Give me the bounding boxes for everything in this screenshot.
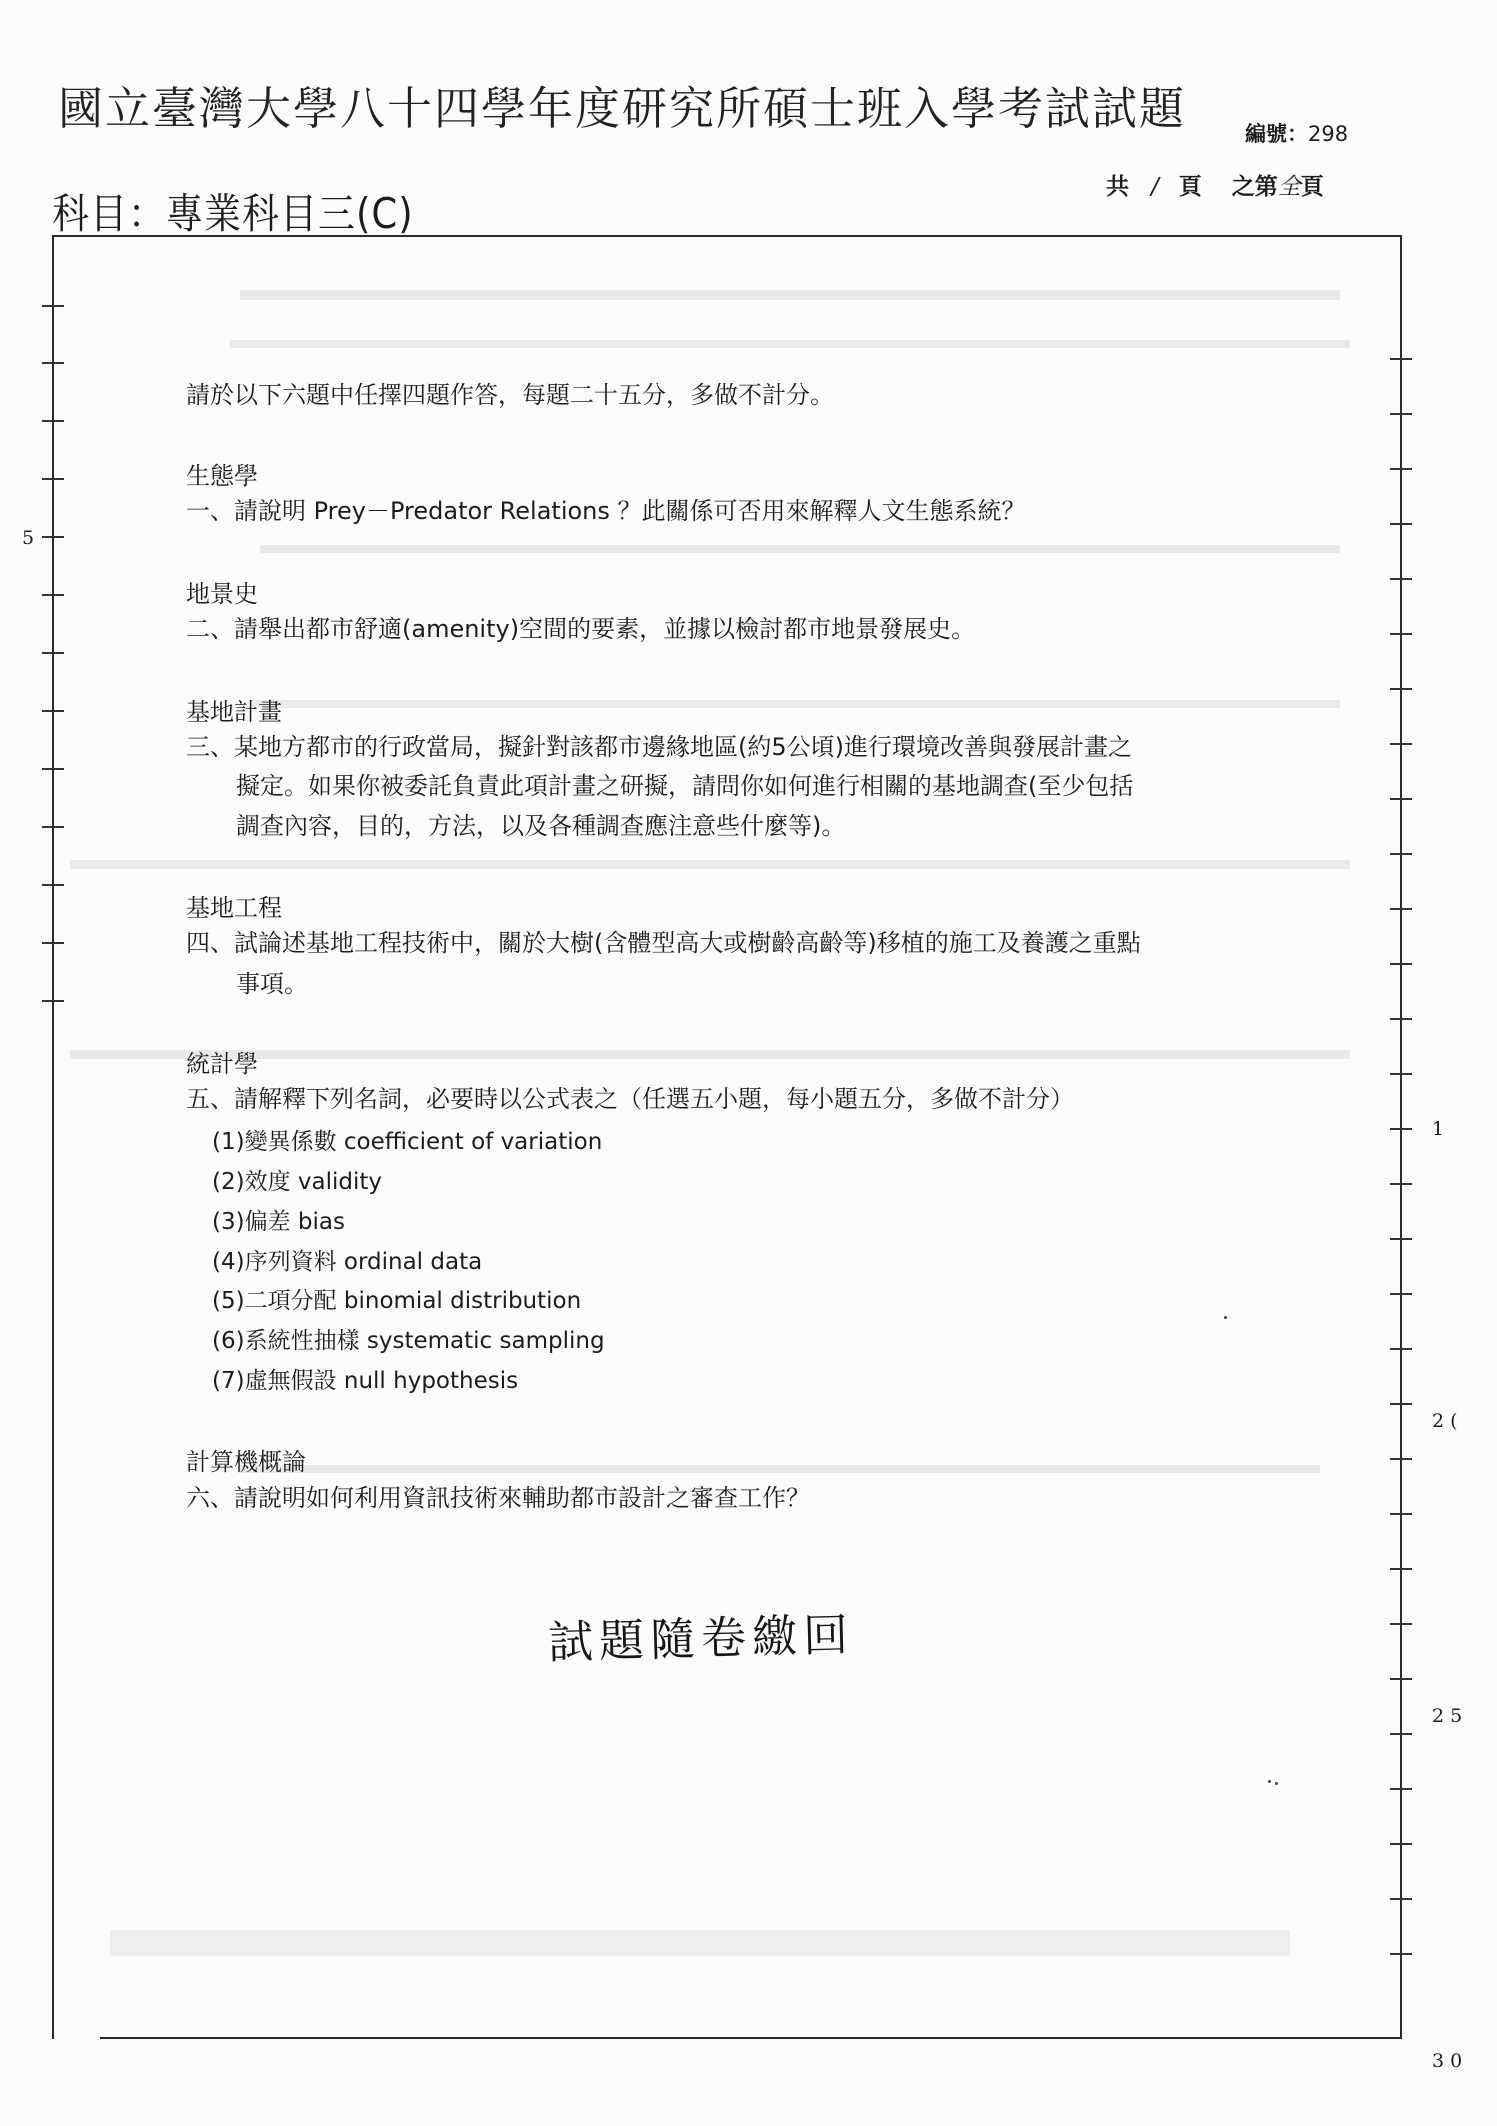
term-item: (6)系統性抽樣 systematic sampling — [212, 1328, 605, 1354]
section-heading: 基地計畫 — [186, 698, 282, 726]
section-heading: 計算機概論 — [186, 1448, 306, 1476]
term-item: (3)偏差 bias — [212, 1209, 345, 1235]
return-exam-stamp: 試題隨卷繳回 — [547, 1608, 855, 1669]
margin-tick — [1390, 523, 1412, 525]
instructions: 請於以下六題中任擇四題作答，每題二十五分，多做不計分。 — [186, 381, 834, 409]
frame-bottom-line — [100, 2037, 1400, 2039]
margin-tick — [1390, 1183, 1412, 1185]
margin-tick — [1390, 1568, 1412, 1570]
margin-tick — [1390, 963, 1412, 965]
speck — [1224, 1316, 1227, 1319]
margin-tick — [1390, 743, 1412, 745]
margin-tick — [1390, 853, 1412, 855]
margin-tick — [1390, 1128, 1412, 1130]
margin-tick — [42, 942, 64, 944]
section-heading: 基地工程 — [186, 894, 282, 922]
question-3-continued: 擬定。如果你被委託負責此項計畫之研擬，請問你如何進行相關的基地調查(至少包括 — [236, 772, 1134, 800]
term-item: (5)二項分配 binomial distribution — [212, 1288, 582, 1314]
question-3-continued: 調查內容，目的，方法，以及各種調查應注意些什麼等)。 — [236, 812, 846, 840]
margin-tick — [1390, 1238, 1412, 1240]
line-number: 2 5 — [1432, 1705, 1463, 1727]
margin-tick — [1390, 633, 1412, 635]
line-number: 2 ( — [1432, 1410, 1458, 1432]
line-number: 3 0 — [1432, 2050, 1463, 2072]
margin-tick — [1390, 1513, 1412, 1515]
margin-tick — [42, 536, 64, 538]
margin-tick — [42, 478, 64, 480]
page-total-prefix: 共 — [1106, 174, 1129, 200]
section-heading: 統計學 — [186, 1050, 258, 1078]
margin-tick — [1390, 1403, 1412, 1405]
margin-tick — [42, 710, 64, 712]
margin-tick — [1390, 1733, 1412, 1735]
question-5: 五、請解釋下列名詞，必要時以公式表之（任選五小題，每小題五分，多做不計分） — [186, 1085, 1074, 1113]
margin-tick — [1390, 1678, 1412, 1680]
margin-tick — [1390, 1073, 1412, 1075]
question-6: 六、請說明如何利用資訊技術來輔助都市設計之審查工作？ — [186, 1484, 810, 1512]
margin-tick — [1390, 358, 1412, 360]
speck — [1268, 1780, 1271, 1783]
term-item: (4)序列資料 ordinal data — [212, 1249, 483, 1275]
margin-tick — [1390, 413, 1412, 415]
question-2: 二、請舉出都市舒適(amenity)空間的要素，並據以檢討都市地景發展史。 — [186, 615, 976, 643]
page-current-suffix: 頁 — [1300, 174, 1324, 200]
question-3: 三、某地方都市的行政當局，擬針對該都市邊緣地區(約5公頃)進行環境改善與發展計畫之 — [186, 733, 1132, 761]
question-4-continued: 事項。 — [236, 970, 308, 998]
margin-tick — [1390, 798, 1412, 800]
question-1: 一、請說明 Prey－Predator Relations ？此關係可否用來解釋人文生態系統？ — [186, 497, 1026, 525]
margin-tick — [42, 305, 64, 307]
line-number: 5 — [22, 527, 35, 549]
page-current-prefix: 之第 — [1231, 174, 1278, 200]
margin-tick — [1390, 1843, 1412, 1845]
margin-tick — [42, 652, 64, 654]
margin-tick — [1390, 1348, 1412, 1350]
margin-tick — [1390, 1953, 1412, 1955]
margin-tick — [42, 884, 64, 886]
term-item: (1)變異係數 coefficient of variation — [212, 1129, 603, 1155]
term-item: (2)效度 validity — [212, 1169, 382, 1195]
margin-tick — [1390, 688, 1412, 690]
margin-tick — [1390, 468, 1412, 470]
margin-tick — [1390, 1458, 1412, 1460]
margin-tick — [1390, 908, 1412, 910]
page-current-mark: 全 — [1277, 174, 1301, 200]
exam-title: 國立臺灣大學八十四學年度研究所碩士班入學考試試題 — [58, 82, 1187, 135]
term-item: (7)虛無假設 null hypothesis — [212, 1368, 519, 1394]
margin-tick — [42, 768, 64, 770]
margin-tick — [1390, 1898, 1412, 1900]
margin-tick — [42, 1000, 64, 1002]
section-heading: 生態學 — [186, 462, 258, 490]
margin-tick — [1390, 1293, 1412, 1295]
margin-tick — [42, 362, 64, 364]
exam-subject: 科目：專業科目三(C) — [52, 190, 414, 239]
exam-code-value: 298 — [1308, 122, 1349, 146]
exam-code — [1245, 118, 1348, 148]
margin-tick — [42, 594, 64, 596]
page-total-mark: / — [1151, 174, 1159, 200]
margin-tick — [1390, 1018, 1412, 1020]
margin-tick — [1390, 1788, 1412, 1790]
section-heading: 地景史 — [186, 580, 258, 608]
page-count — [1106, 168, 1324, 201]
line-number: 1 — [1432, 1118, 1445, 1140]
exam-code-label: 編號： — [1245, 122, 1308, 146]
margin-tick — [1390, 578, 1412, 580]
margin-tick — [42, 826, 64, 828]
margin-tick — [1390, 1623, 1412, 1625]
margin-tick — [42, 420, 64, 422]
question-4: 四、試論述基地工程技術中，關於大樹(含體型高大或樹齡高齡等)移植的施工及養護之重點 — [186, 929, 1141, 957]
speck — [1275, 1782, 1278, 1785]
page-total-suffix: 頁 — [1178, 174, 1202, 200]
